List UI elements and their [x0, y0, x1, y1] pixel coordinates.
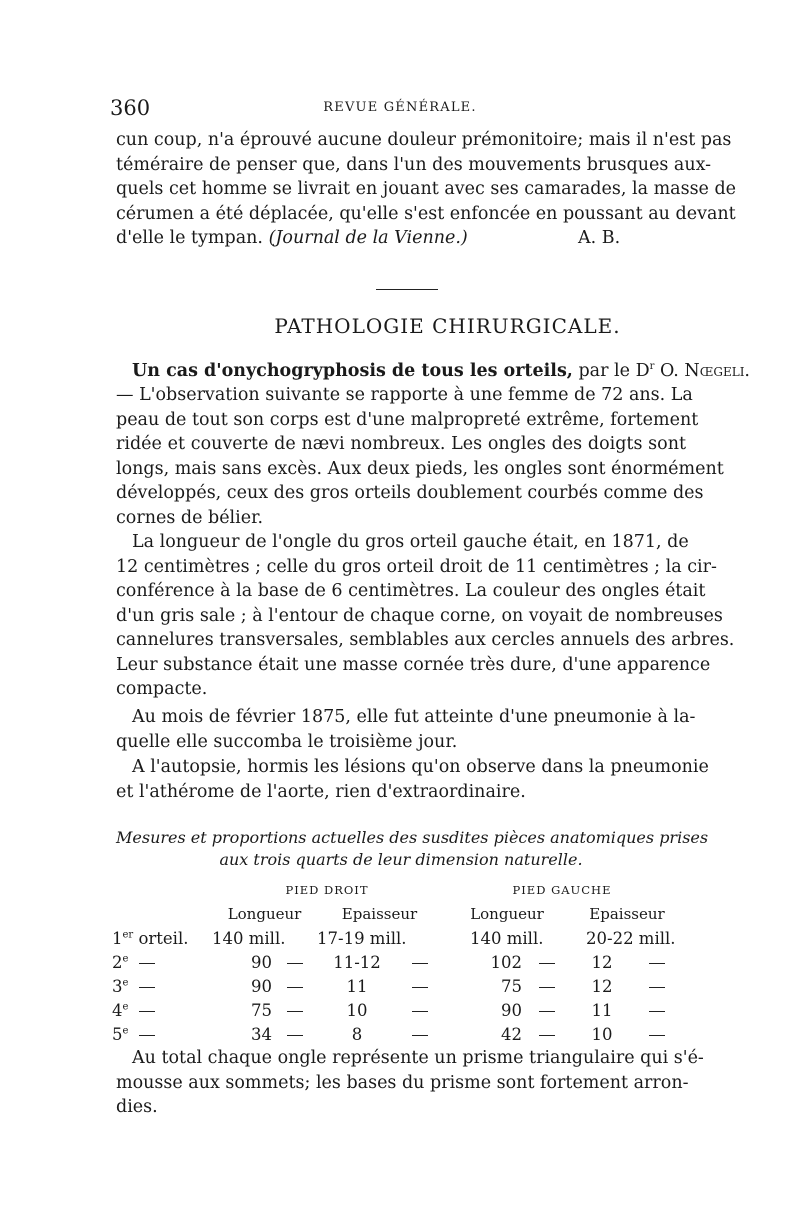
- cell-right-thickness: 8: [351, 1024, 363, 1044]
- text-line: — L'observation suivante se rapporte à une femme de 72 ans. La: [116, 385, 693, 406]
- cell-left-thickness: 20-22 mill.: [586, 928, 676, 948]
- author-prefix: par le D: [578, 360, 650, 381]
- cell-right-length: 90: [251, 952, 272, 972]
- cell-left-length: 140 mill.: [470, 928, 544, 948]
- ditto-mark: [522, 950, 572, 974]
- table-row: [112, 1022, 682, 1046]
- text-line: longs, mais sans excès. Aux deux pieds, les ongles sont énormément: [116, 458, 724, 479]
- col-thickness-right: Epaisseur: [341, 905, 418, 923]
- ditto-mark: [522, 1022, 572, 1046]
- foot-left-header: PIED GAUCHE: [512, 883, 612, 897]
- cell-right-length: 140 mill.: [212, 928, 286, 948]
- author-name: O. Nœgeli.: [659, 360, 750, 381]
- text-line: Leur substance était une masse cornée très dure, d'une apparence: [116, 654, 711, 675]
- ditto-mark: [522, 998, 572, 1022]
- ditto-mark: [397, 974, 442, 998]
- author-sup: r: [649, 361, 655, 372]
- ditto-mark: [632, 1022, 682, 1046]
- table-row: [112, 950, 682, 974]
- caption-line: aux trois quarts de leur dimension naturelle.: [219, 850, 583, 869]
- row-label: 4e: [112, 998, 212, 1022]
- table-subheader-row: [112, 902, 682, 926]
- row-label: 2e: [112, 950, 212, 974]
- text-line: cérumen a été déplacée, qu'elle s'est enfoncée en poussant au devant: [116, 203, 736, 224]
- cell-left-thickness: 11: [591, 1000, 613, 1020]
- text-line: quels cet homme se livrait en jouant avec ses camarades, la masse de: [116, 179, 737, 199]
- cell-left-length: 102: [490, 952, 522, 972]
- ditto-mark: [397, 950, 442, 974]
- cell-left-length: 75: [501, 976, 522, 996]
- intro-paragraph: [116, 128, 737, 251]
- cell-right-thickness: 11: [346, 976, 368, 996]
- foot-right-header: PIED DROIT: [285, 883, 369, 897]
- text-line: Au total chaque ongle représente un prisme triangulaire qui s'é-: [132, 1048, 704, 1068]
- running-title: REVUE GÉNÉRALE.: [323, 100, 477, 115]
- table-foot-row: [112, 878, 682, 902]
- ditto-mark: [272, 1022, 317, 1046]
- section-title: PATHOLOGIE CHIRURGICALE.: [274, 314, 621, 338]
- signature: A. B.: [578, 228, 621, 248]
- text-line: Au mois de février 1875, elle fut atteinte d'une pneumonie à la-: [132, 707, 696, 727]
- text-line: cannelures transversales, semblables aux cercles annuels des arbres.: [116, 630, 735, 650]
- text-line: dies.: [116, 1097, 158, 1117]
- journal-source: (Journal de la Vienne.): [268, 228, 468, 248]
- cell-left-length: 90: [501, 1000, 522, 1020]
- cell-right-thickness: 10: [346, 1000, 368, 1020]
- col-length-left: Longueur: [470, 905, 544, 923]
- text-line: 12 centimètres ; celle du gros orteil droit de 11 centimètres ; la cir-: [116, 556, 717, 577]
- text-line: peau de tout son corps est d'une malpropreté extrême, fortement: [116, 409, 699, 430]
- cell-left-thickness: 10: [591, 1024, 613, 1044]
- article-heading-line: [116, 355, 750, 383]
- article-paragraph-5: [116, 1046, 704, 1120]
- intro-last-text: d'elle le tympan.: [116, 228, 263, 248]
- text-line: [116, 226, 686, 251]
- cell-left-thickness: 12: [591, 976, 613, 996]
- ditto-mark: [632, 950, 682, 974]
- article-paragraph-2: [116, 530, 735, 702]
- text-line: et l'athérome de l'aorte, rien d'extraordinaire.: [116, 781, 526, 802]
- cell-right-thickness: 11-12: [333, 952, 381, 972]
- table-caption: [116, 827, 709, 871]
- row-label: 1er orteil.: [112, 928, 189, 948]
- cell-right-thickness: 17-19 mill.: [317, 928, 407, 948]
- article-paragraph-4: [116, 755, 709, 804]
- ditto-mark: [397, 1022, 442, 1046]
- ditto-mark: [272, 950, 317, 974]
- text-line: La longueur de l'ongle du gros orteil gauche était, en 1871, de: [132, 532, 689, 552]
- text-line: A l'autopsie, hormis les lésions qu'on observe dans la pneumonie: [132, 757, 709, 777]
- page-number: 360: [110, 96, 151, 120]
- table-row: [112, 998, 682, 1022]
- row-label: 5e: [112, 1022, 212, 1046]
- section-divider: [376, 289, 438, 290]
- caption-line: Mesures et proportions actuelles des susdites pièces anatomiques prises: [116, 828, 709, 847]
- page-header: [110, 96, 690, 122]
- text-line: téméraire de penser que, dans l'un des mouvements brusques aux-: [116, 154, 712, 175]
- text-line: ridée et couverte de nævi nombreux. Les ongles des doigts sont: [116, 434, 686, 455]
- article-paragraph-1: [116, 355, 750, 530]
- ditto-mark: [397, 998, 442, 1022]
- text-line: compacte.: [116, 679, 208, 699]
- cell-left-thickness: 12: [591, 952, 613, 972]
- article-title: Un cas d'onychogryphosis de tous les orteils,: [132, 360, 573, 381]
- cell-right-length: 75: [251, 1000, 272, 1020]
- ditto-mark: [632, 998, 682, 1022]
- cell-left-length: 42: [501, 1024, 522, 1044]
- text-line: mousse aux sommets; les bases du prisme sont fortement arron-: [116, 1072, 689, 1093]
- text-line: quelle elle succomba le troisième jour.: [116, 731, 458, 752]
- article-paragraph-3: [116, 705, 696, 754]
- ditto-mark: [272, 998, 317, 1022]
- ditto-mark: [522, 974, 572, 998]
- measurements-table: [112, 878, 682, 1046]
- cell-right-length: 90: [251, 976, 272, 996]
- col-length-right: Longueur: [227, 905, 302, 923]
- cell-right-length: 34: [251, 1024, 272, 1044]
- ditto-mark: [272, 974, 317, 998]
- text-line: conférence à la base de 6 centimètres. La couleur des ongles était: [116, 581, 706, 601]
- col-thickness-left: Epaisseur: [589, 905, 665, 923]
- text-line: développés, ceux des gros orteils doublement courbés comme des: [116, 483, 704, 504]
- text-line: d'un gris sale ; à l'entour de chaque corne, on voyait de nombreuses: [116, 605, 723, 626]
- text-line: cun coup, n'a éprouvé aucune douleur prémonitoire; mais il n'est pas: [116, 130, 732, 150]
- text-line: cornes de bélier.: [116, 507, 264, 528]
- row-label: 3e: [112, 974, 212, 998]
- ditto-mark: [632, 974, 682, 998]
- table-row: [112, 926, 682, 950]
- table-row: [112, 974, 682, 998]
